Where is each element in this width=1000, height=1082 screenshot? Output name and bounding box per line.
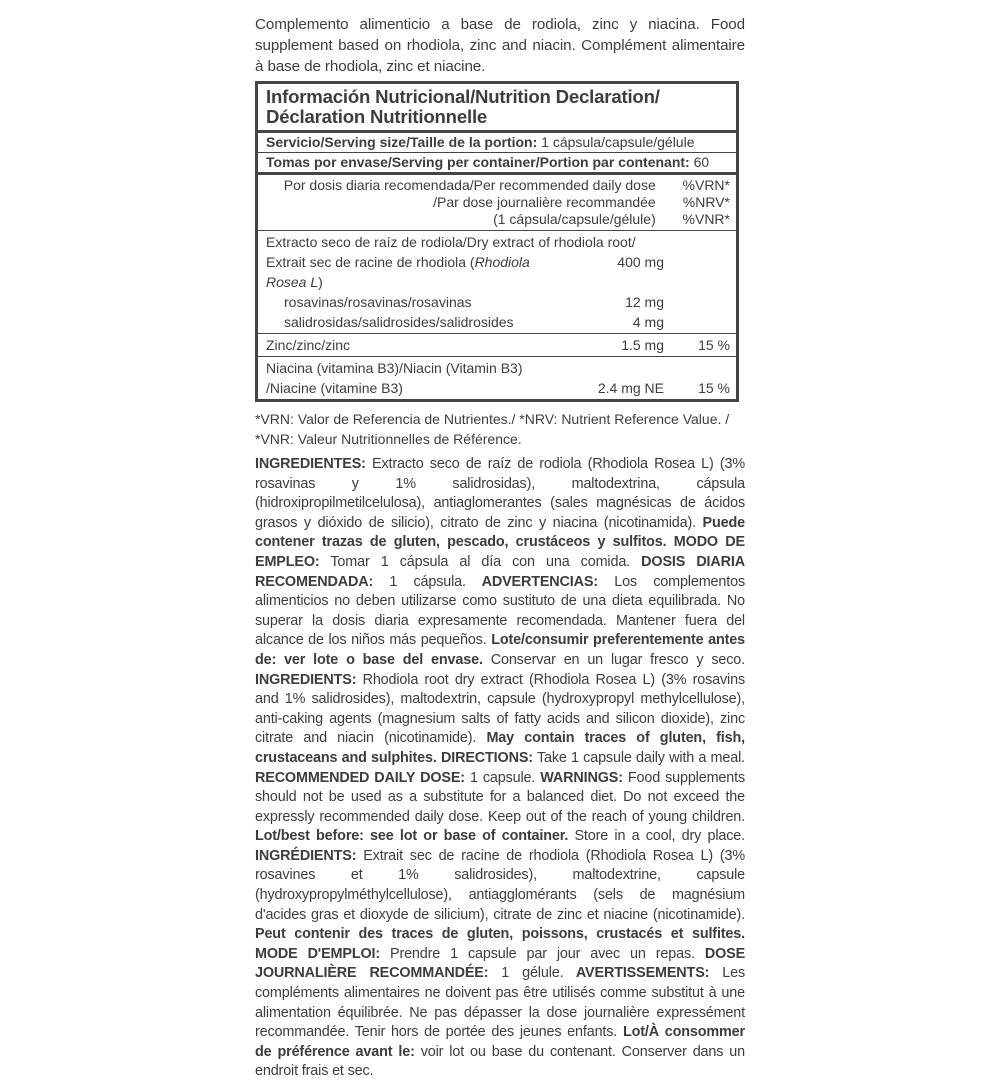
- table-row: [266, 358, 730, 378]
- rhodiola-prefix: Extrait sec de racine de rhodiola (: [266, 254, 475, 270]
- en-directions-text: Take 1 capsule daily with a meal.: [532, 749, 745, 766]
- es-dose-text: 1 cápsula.: [373, 573, 466, 590]
- es-traces: Puede contener trazas de gluten, pescado, crustáceos y sulfitos.: [255, 514, 745, 551]
- zinc-group: [258, 334, 736, 357]
- en-warnings-label: WARNINGS:: [535, 769, 623, 786]
- dose-header-line1: Por dosis diaria recomendada/Per recommended daily dose: [283, 177, 656, 193]
- footnote-line2: *VNR: Valeur Nutritionnelles de Référence.: [255, 431, 522, 447]
- dose-header-line2: /Par dose journalière recommandée: [433, 194, 656, 210]
- salidrosides-name: salidrosidas/salidrosides/salidrosides: [284, 314, 514, 330]
- fr-dose-text: 1 gélule.: [488, 965, 564, 982]
- fr-lot: Lot/À consommer de préférence avant le:: [255, 1024, 745, 1060]
- rhodiola-amount: 400 mg: [617, 254, 664, 270]
- percent-header-nrv: %NRV*: [682, 194, 730, 210]
- niacin-pct: 15 %: [698, 380, 730, 396]
- rhodiola-latin-name: Rhodiola Rosea L: [266, 254, 530, 290]
- nutrition-title: [258, 84, 736, 133]
- salidrosides-amount: 4 mg: [632, 314, 664, 330]
- nutrition-table: [255, 81, 739, 402]
- table-row: [266, 312, 730, 332]
- servings-per-container-row: [258, 153, 736, 175]
- niacin-name-line1: Niacina (vitamina B3)/Niacin (Vitamin B3): [266, 360, 523, 376]
- serving-size-value: 1 cápsula/capsule/gélule: [537, 134, 695, 150]
- zinc-name: Zinc/zinc/zinc: [266, 337, 351, 353]
- rosavins-name: rosavinas/rosavinas/rosavinas: [284, 294, 472, 310]
- rosavins-pct: [664, 292, 730, 312]
- servings-value: 60: [689, 154, 710, 170]
- fr-ingredients-label: INGRÉDIENTS:: [255, 847, 357, 864]
- ingredients-text: [255, 455, 745, 1082]
- fr-dose-label: DOSE JOURNALIÈRE RECOMMANDÉE:: [255, 945, 746, 982]
- niacin-amount: 2.4 mg NE: [597, 380, 664, 396]
- serving-size-row: [258, 133, 736, 153]
- table-row: [266, 335, 730, 355]
- es-mode-text: Tomar 1 cápsula al día con una comida.: [319, 553, 631, 570]
- es-lot: Lote/consumir preferentemente antes de: ver lote o base del envase.: [255, 632, 745, 668]
- table-row: [266, 232, 730, 252]
- en-storage: Store in a cool, dry place.: [568, 828, 745, 845]
- product-description: Complemento alimenticio a base de rodiola, zinc y niacina. Food supplement based on rhodiola, zinc and niacin. Complément alimentaire à base de rhodiola, zinc et niacine.: [255, 16, 745, 75]
- footnote-line1: *VRN: Valor de Referencia de Nutrientes./ *NRV: Nutrient Reference Value. /: [255, 411, 730, 427]
- fr-warnings-label: AVERTISSEMENTS:: [563, 965, 710, 982]
- table-row: [266, 378, 730, 398]
- percent-header-vnr: %VNR*: [682, 211, 730, 227]
- servings-label: Tomas por envase/Serving per container/Portion par contenant:: [266, 154, 690, 170]
- nutrition-title-line2: Déclaration Nutritionnelle: [266, 106, 488, 127]
- label-panel: [255, 14, 745, 1082]
- percent-header: [676, 177, 730, 228]
- zinc-pct: 15 %: [698, 337, 730, 353]
- dose-header-line3: (1 cápsula/capsule/gélule): [493, 211, 656, 227]
- en-dose-label: RECOMMENDED DAILY DOSE:: [255, 769, 465, 786]
- es-ingredients-text: Extracto seco de raíz de rodiola (Rhodiola Rosea L) (3% rosavinas y 1% salidrosidas), maltodextrina, cápsula (hidroxipropilmetilcelulosa), antiaglomerantes (sales magnésicas de ácidos grasos y dióxido de silicio), citrato de zinc y niacina (nicotinamida).: [255, 456, 745, 531]
- table-row: [266, 292, 730, 312]
- fr-warnings-text: Les compléments alimentaires ne doivent pas être utilisés comme substitut à une alimentation équilibrée. Ne pas dépasser la dose journalière expressément recommandée. Tenir hors de portée des jeunes enfants.: [255, 965, 745, 1041]
- rhodiola-suffix: ): [318, 274, 323, 290]
- es-ingredients-label: INGREDIENTES:: [255, 456, 366, 472]
- es-storage: Conservar en un lugar fresco y seco.: [482, 651, 745, 668]
- fr-traces: Peut contenir des traces de gluten, poissons, crustacés et sulfites.: [255, 926, 745, 943]
- niacin-name-line2: /Niacine (vitamine B3): [266, 380, 403, 396]
- rhodiola-name-line1: Extracto seco de raíz de rodiola/Dry extract of rhodiola root/: [266, 234, 636, 250]
- dose-header-row: [258, 175, 736, 231]
- rosavins-amount: 12 mg: [625, 294, 664, 310]
- rhodiola-pct: [664, 252, 730, 292]
- nutrition-title-line1: Información Nutricional/Nutrition Declaration/: [266, 86, 660, 107]
- en-ingredients-label: INGREDIENTS:: [255, 671, 357, 688]
- zinc-amount: 1.5 mg: [621, 337, 664, 353]
- table-row: [266, 252, 730, 292]
- es-warnings-label: ADVERTENCIAS:: [465, 573, 598, 590]
- en-directions-label: DIRECTIONS:: [436, 749, 533, 766]
- en-warnings-text: Food supplements should not be used as a substitute for a balanced diet. Do not exceed the expressly recommended daily dose. Keep out of the reach of young children.: [255, 769, 746, 825]
- salidrosides-pct: [664, 312, 730, 332]
- fr-storage: voir lot ou base du contenant. Conserver dans un endroit frais et sec.: [255, 1043, 745, 1080]
- en-dose-text: 1 capsule.: [464, 769, 536, 786]
- fr-ingredients-text: Extrait sec de racine de rhodiola (Rhodiola Rosea L) (3% rosavines et 1% salidrosides), maltodextrine, capsule (hydroxypropylméthylcellulose), antiagglomérants (sels de magnésium d'acides gras et dioxyde de silicium), citrate de zinc et niacine (nicotinamide).: [255, 847, 745, 923]
- es-dose-label: DOSIS DIARIA RECOMENDADA:: [255, 553, 745, 590]
- en-ingredients-text: Rhodiola root dry extract (Rhodiola Rosea L) (3% rosavins and 1% salidrosides), maltodextrin, capsule (hydroxypropyl methylcellulose), anti-caking agents (magnesium salts of fatty acids and silicon dioxide), zinc citrate and niacin (nicotinamide).: [255, 671, 745, 747]
- en-traces: May contain traces of gluten, fish, crustaceans and sulphites.: [255, 730, 745, 766]
- niacin-group: [258, 357, 736, 399]
- serving-size-label: Servicio/Serving size/Taille de la portion:: [266, 134, 538, 150]
- es-mode-label: MODO DE EMPLEO:: [255, 534, 745, 570]
- rhodiola-name-line2: [266, 252, 574, 292]
- dose-header: [266, 177, 676, 228]
- es-warnings-text: Los complementos alimenticios no deben utilizarse como sustituto de una dieta equilibrada. No superar la dosis diaria expresamente recomendada. Mantener fuera del alcance de los niños más pequeños.: [255, 573, 745, 649]
- percent-header-vrn: %VRN*: [682, 177, 730, 193]
- fr-mode-text: Prendre 1 capsule par jour avec un repas.: [380, 945, 695, 962]
- rhodiola-group: [258, 231, 736, 334]
- en-lot: Lot/best before: see lot or base of container.: [255, 828, 569, 845]
- footnote: [255, 409, 745, 449]
- fr-mode-label: MODE D'EMPLOI:: [255, 945, 380, 962]
